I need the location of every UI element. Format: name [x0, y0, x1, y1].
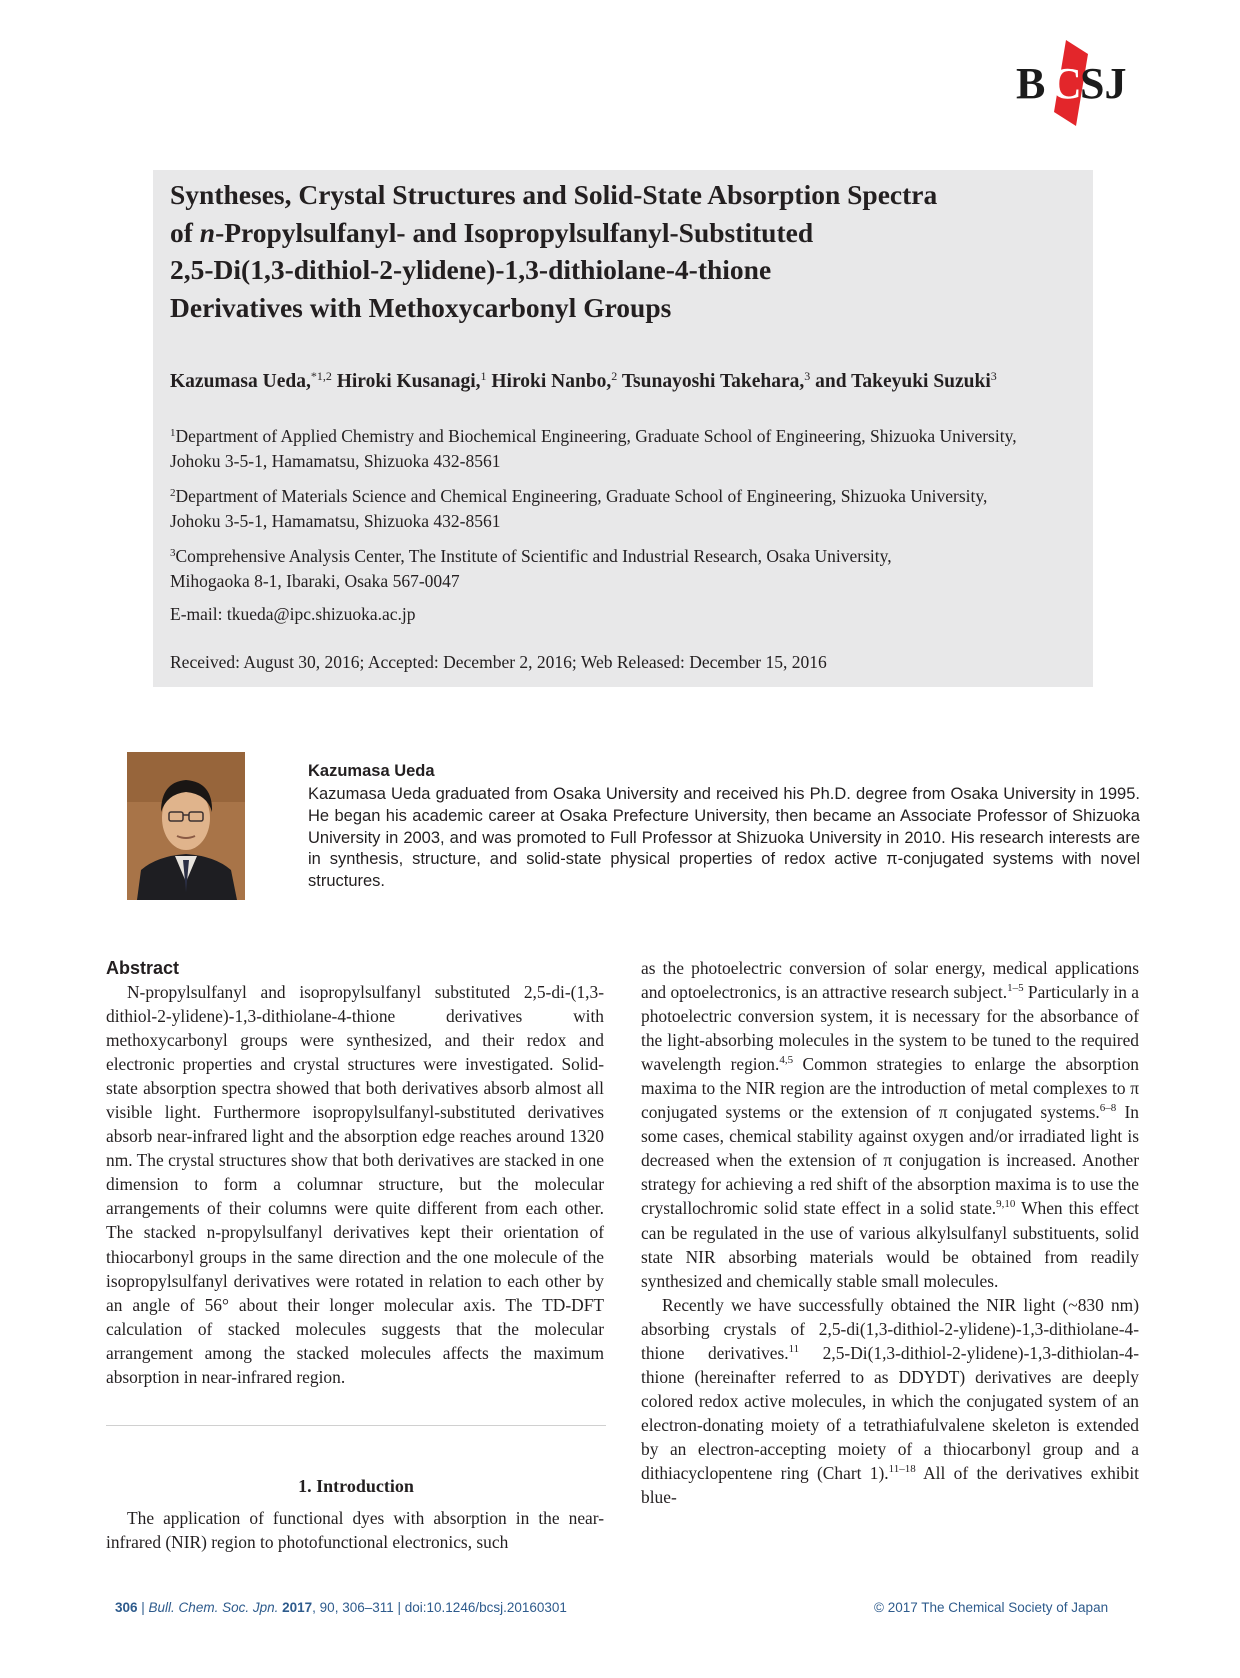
intro-paragraph-1 [641, 956, 1139, 1293]
text-run: as the photoelectric conversion of solar energy, medical applications and optoelectronics, is an attractive research subject. [641, 958, 1139, 1003]
right-column [641, 956, 1139, 1509]
author[interactable] [170, 371, 332, 392]
author-name: and Takeyuki Suzuki [815, 371, 991, 392]
text-run: When this effect can be regulated in the use of various alkylsulfanyl substituents, solid state NIR absorbing materials would be obtained from readily synthesized and chemically stable small molecules. [641, 1198, 1139, 1291]
introduction-text: The application of functional dyes with absorption in the near-infrared (NIR) region to photofunctional electronics, such [106, 1508, 604, 1553]
title-line-2-post: -Propylsulfanyl- and Isopropylsulfanyl-Substituted [215, 216, 814, 248]
author-name: Hiroki Nanbo, [491, 371, 612, 392]
logo-letter-b: B [1016, 59, 1046, 108]
citation[interactable]: 6–8 [1099, 1102, 1117, 1115]
citation[interactable]: 4,5 [779, 1054, 794, 1067]
title-line-2-italic: n [199, 216, 216, 248]
author-affiliation-mark: 3 [990, 369, 997, 383]
author-affiliation-mark: 2 [611, 369, 618, 383]
citation[interactable]: 11–18 [888, 1462, 916, 1475]
separator: | [393, 1600, 405, 1615]
author-photo [127, 752, 245, 900]
logo-letters-sj: SJ [1080, 59, 1127, 108]
text-run: Common strategies to enlarge the absorption maxima to the NIR region are the introduction of metal complexes to π conjugated systems or the extension of π conjugated systems. [641, 1054, 1139, 1123]
intro-paragraph-2 [641, 1293, 1139, 1509]
author-affiliation-mark: *1,2 [310, 369, 332, 383]
text-run: Recently we have successfully obtained the NIR light (~830 nm) absorbing crystals of 2,5-di(1,3-dithiol-2-ylidene)-1,3-dithiolane-4-thione derivatives. [641, 1294, 1139, 1363]
affiliation-line-1: Comprehensive Analysis Center, The Institute of Scientific and Industrial Research, Osaka University, [175, 546, 892, 566]
text-run: Particularly in a photoelectric conversion system, it is necessary for the absorbance of the light-absorbing molecules in the system to be tuned to the required wavelength region. [641, 982, 1140, 1075]
bio-text: Kazumasa Ueda graduated from Osaka University and received his Ph.D. degree from Osaka University in 1995. He began his academic career at Osaka Prefecture University, then became an Associate Professor of Shizuoka University in 2003, and was promoted to Full Professor at Shizuoka University in 2010. His research interests are in synthesis, structure, and solid-state physical properties of redox active π-conjugated systems with novel structures. [308, 785, 1140, 891]
affiliation-line-2: Mihogaoka 8-1, Ibaraki, Osaka 567-0047 [170, 571, 460, 591]
separator: | [137, 1600, 149, 1615]
author-name: Kazumasa Ueda, [170, 371, 311, 392]
author-name: Hiroki Kusanagi, [336, 371, 481, 392]
logo-letter-c: C [1050, 59, 1082, 108]
author[interactable] [815, 371, 997, 392]
author[interactable] [622, 371, 810, 392]
footer-citation [115, 1600, 567, 1615]
abstract-text: N-propylsulfanyl and isopropylsulfanyl substituted 2,5-di-(1,3-dithiol-2-ylidene)-1,3-dithiolane-4-thione derivatives with methoxycarbonyl groups were synthesized, and their redox and electronic properties and crystal structures were investigated. Solid-state absorption spectra showed that both derivatives absorb almost all visible light. Furthermore isopropylsulfanyl-substituted derivatives absorb near-infrared light and the absorption edge reaches around 1320 nm. The crystal structures show that both derivatives are stacked in one dimension to form a columnar structure, but the molecular arrangements of their columns were quite different from each other. The stacked n-propylsulfanyl derivatives kept their orientation of thiocarbonyl groups in the same direction and the one molecule of the isopropylsulfanyl derivatives were rotated in relation to each other by an angle of 56° about their longer molecular axis. The TD-DFT calculation of stacked molecules suggests that the molecular arrangement among the stacked molecules affects the maximum absorption in near-infrared region. [106, 982, 604, 1387]
section-divider [106, 1425, 606, 1426]
text-run: In some cases, chemical stability against oxygen and/or irradiated light is decreased when the extension of π conjugation is increased. Another strategy for achieving a red shift of the absorption maxima is to use the crystallochromic solid state effect in a solid state. [641, 1102, 1139, 1219]
author-name: Tsunayoshi Takehara, [621, 371, 805, 392]
affiliation-number: 3 [170, 547, 176, 559]
citation[interactable]: 9,10 [996, 1198, 1016, 1211]
affiliation-line-1: Department of Applied Chemistry and Biochemical Engineering, Graduate School of Engineering, Shizuoka University, [175, 426, 1017, 446]
affiliation-number: 1 [170, 427, 176, 439]
footer-copyright: © 2017 The Chemical Society of Japan [874, 1600, 1109, 1615]
title-line-2-pre: of [170, 216, 200, 248]
bio-name: Kazumasa Ueda [308, 762, 435, 780]
title-line-2 [170, 214, 1080, 252]
author-list [170, 370, 1090, 394]
article-title [170, 176, 1080, 326]
author-affiliation-mark: 3 [804, 369, 811, 383]
citation[interactable]: 11 [788, 1342, 800, 1355]
author[interactable] [337, 371, 487, 392]
abstract-section [106, 956, 604, 1389]
page-number: 306 [115, 1600, 138, 1615]
affiliation-line-1: Department of Materials Science and Chemical Engineering, Graduate School of Engineering, Shizuoka University, [175, 486, 988, 506]
affiliation-3 [170, 544, 1090, 594]
introduction-heading: 1. Introduction [298, 1476, 414, 1496]
affiliation-1 [170, 424, 1090, 474]
title-line-3: 2,5-Di(1,3-dithiol-2-ylidene)-1,3-dithiolane-4-thione [170, 254, 772, 285]
abstract-heading: Abstract [106, 958, 180, 978]
bcsj-logo [1016, 40, 1136, 126]
journal-name: Bull. Chem. Soc. Jpn. [148, 1600, 279, 1615]
volume-pages: , 90, 306–311 [312, 1600, 394, 1615]
title-line-1: Syntheses, Crystal Structures and Solid-State Absorption Spectra [170, 179, 938, 210]
author[interactable] [491, 371, 617, 392]
journal-year: 2017 [282, 1600, 313, 1615]
affiliation-line-2: Johoku 3-5-1, Hamamatsu, Shizuoka 432-8561 [170, 451, 501, 471]
author-affiliation-mark: 1 [480, 369, 487, 383]
affiliation-2 [170, 484, 1090, 534]
received-dates: Received: August 30, 2016; Accepted: December 2, 2016; Web Released: December 15, 2016 [170, 652, 827, 672]
affiliation-number: 2 [170, 487, 176, 499]
corresponding-email[interactable]: E-mail: tkueda@ipc.shizuoka.ac.jp [170, 604, 416, 624]
doi-link[interactable]: doi:10.1246/bcsj.20160301 [404, 1600, 567, 1615]
title-line-4: Derivatives with Methoxycarbonyl Groups [170, 291, 672, 323]
affiliation-line-2: Johoku 3-5-1, Hamamatsu, Shizuoka 432-8561 [170, 511, 501, 531]
text-run: 2,5-Di(1,3-dithiol-2-ylidene)-1,3-dithiolan-4-thione (hereinafter referred to as DDYDT) derivatives are deeply colored redox active molecules, in which the conjugated system of an electron-donating moiety of a tetrathiafulvalene skeleton is extended by an electron-accepting moiety of a thiocarbonyl group and a dithiacyclopentene ring (Chart 1). [641, 1342, 1139, 1483]
citation[interactable]: 1–5 [1007, 982, 1024, 995]
text-run: All of the derivatives exhibit blue- [641, 1462, 1139, 1508]
